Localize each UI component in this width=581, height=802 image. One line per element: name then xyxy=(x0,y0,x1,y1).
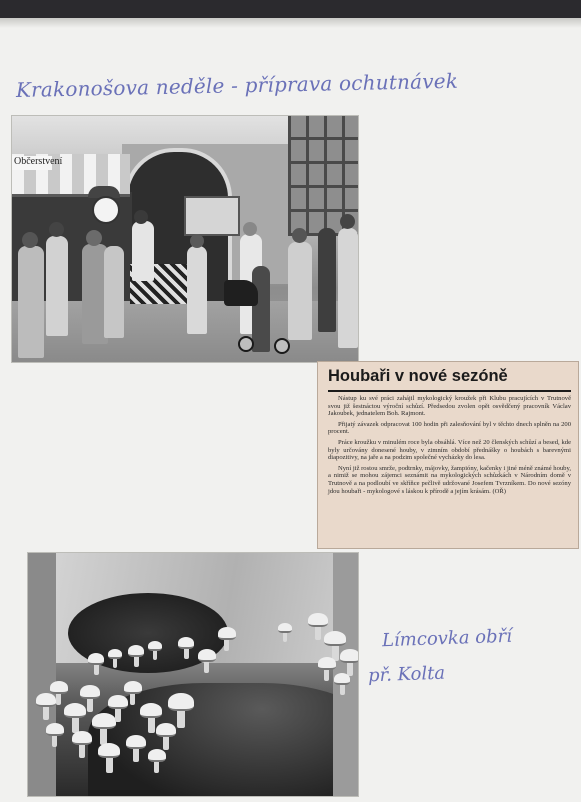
person xyxy=(338,228,358,348)
person xyxy=(252,266,270,352)
clipping-paragraph: Nástup ku své práci zahájil mykologický kroužek při Klubu pracujících v Trutnově svou již šestnáctou výroční schůzí. Předsedou zvolen opět osvědčený pracovník Václav Jakoubek, jednatelem Boh. Rajmont. xyxy=(328,395,571,418)
display-board xyxy=(184,196,240,236)
newspaper-clipping xyxy=(317,361,579,549)
person-head xyxy=(49,222,64,237)
mushroom-mascot xyxy=(92,196,120,224)
pram-wheel xyxy=(238,336,254,352)
person xyxy=(288,242,312,340)
person-head xyxy=(292,228,307,243)
handwritten-caption-bottom-line2: př. Kolta xyxy=(367,662,446,687)
clipping-paragraph: Přijatý závazek odpracovat 100 hodin při zalesňování byl v těchto dnech splněn na 200 procent. xyxy=(328,420,571,436)
page-edge-shadow xyxy=(0,18,581,28)
person-head xyxy=(22,232,38,248)
person xyxy=(132,221,154,281)
pram-wheel xyxy=(274,338,290,354)
person xyxy=(18,246,44,358)
clipping-headline: Houbaři v nové sezóně xyxy=(328,366,571,392)
person-head xyxy=(134,210,148,224)
photo-mushroom-display xyxy=(28,553,358,796)
person xyxy=(187,246,207,334)
handwritten-caption-top: Krakonošova neděle - příprava ochutnávek xyxy=(15,68,459,102)
person-head xyxy=(340,214,355,229)
person-head xyxy=(86,230,102,246)
clipping-paragraph: Nyní již rostou smrže, podtrnky, májovky, žampióny, kačenky i jiné méně známé houby, a nimiž se mohou zájemci seznámit na mykologických schůzkách v Národním domě v Trutnově a na podloubí ve skříňce pečlivě udržované Josefem Tvrzníkem. Do nové sezóny jdou houbaři - mykologové s láskou k přírodě a jejím krásám. (OŘ) xyxy=(328,464,571,495)
display-frame-left xyxy=(28,553,56,796)
pram xyxy=(224,280,258,306)
person xyxy=(318,228,336,332)
person xyxy=(46,236,68,336)
person xyxy=(104,246,124,338)
clipping-paragraph: Práce kroužku v minulém roce byla obsáhlá. Více než 20 členských schůzí a besed, kde byly určovány donesené houby, v zimním období přednášky o houbách s barevnými diapozitivy, na jaře a na podzim společné vycházky do lesa. xyxy=(328,438,571,462)
stall-sign: Občerstvení xyxy=(12,156,52,170)
photo-market-stall xyxy=(12,116,358,362)
person-head xyxy=(243,222,257,236)
person-head xyxy=(190,234,204,248)
handwritten-caption-bottom: Límcovka obří xyxy=(381,625,513,652)
